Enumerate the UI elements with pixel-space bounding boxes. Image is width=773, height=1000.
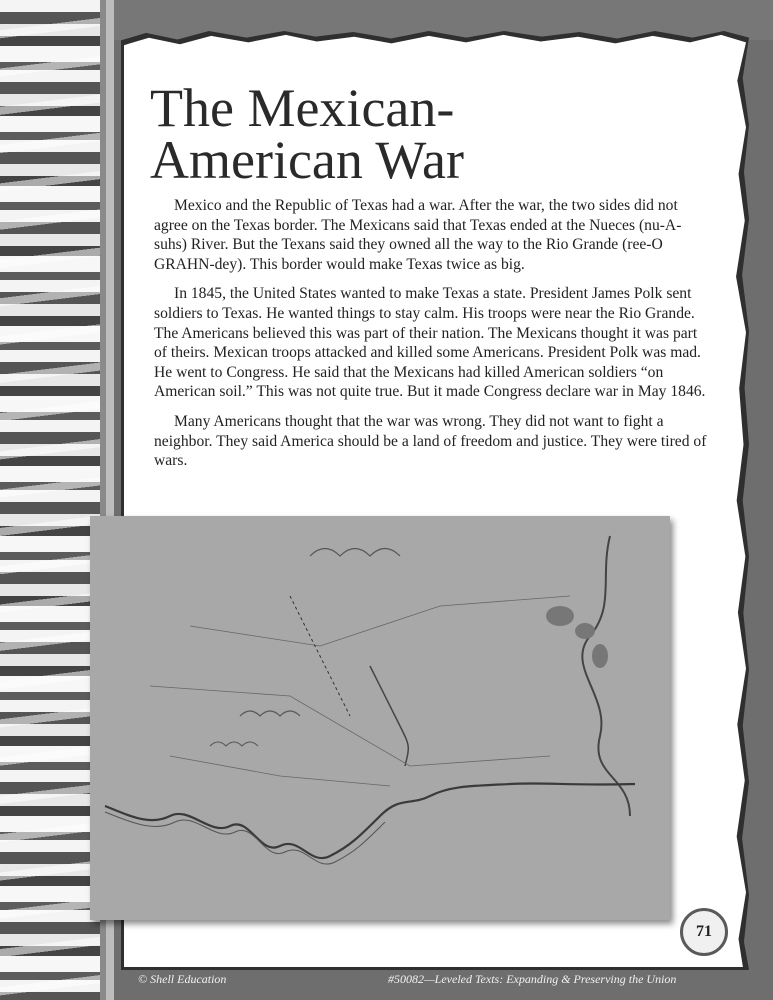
page-title-line-2: American War bbox=[150, 130, 465, 190]
page-number-badge: 71 bbox=[680, 908, 728, 956]
page-title-line-1: The Mexican- bbox=[150, 78, 455, 138]
map-sketch-illustration bbox=[90, 516, 670, 920]
paragraph: Mexico and the Republic of Texas had a war. After the war, the two sides did not agree on the Texas border. The Mexicans said that Texas ended at the Nueces (nu-A-suhs) River. But the Texans said they owned all the way to the Rio Grande (ree-O GRAHN-dey). This border would make Texas twice as big. bbox=[154, 197, 682, 273]
paragraph: In 1845, the United States wanted to make Texas a state. President James Polk sent soldiers to Texas. He wanted things to stay calm. His troops were near the Rio Grande. The Americans believed this was part of their nation. The Mexicans thought it was part of theirs. Mexican troops attacked and killed some Americans. President Polk was mad. He went to Congress. He said that the Mexicans had killed American soldiers “on American soil.” This was not quite true. But it made Congress declare war in May 1846. bbox=[154, 285, 706, 401]
paragraph: Many Americans thought that the war was wrong. They did not want to fight a neighbor. They said America should be a land of freedom and justice. They were tired of wars. bbox=[154, 412, 707, 470]
article-body bbox=[154, 196, 714, 481]
page-title bbox=[150, 78, 710, 190]
historical-map-image bbox=[90, 516, 670, 920]
footer-copyright: © Shell Education bbox=[138, 972, 227, 986]
footer-book-reference: #50082—Leveled Texts: Expanding & Preserving the Union bbox=[388, 972, 677, 986]
